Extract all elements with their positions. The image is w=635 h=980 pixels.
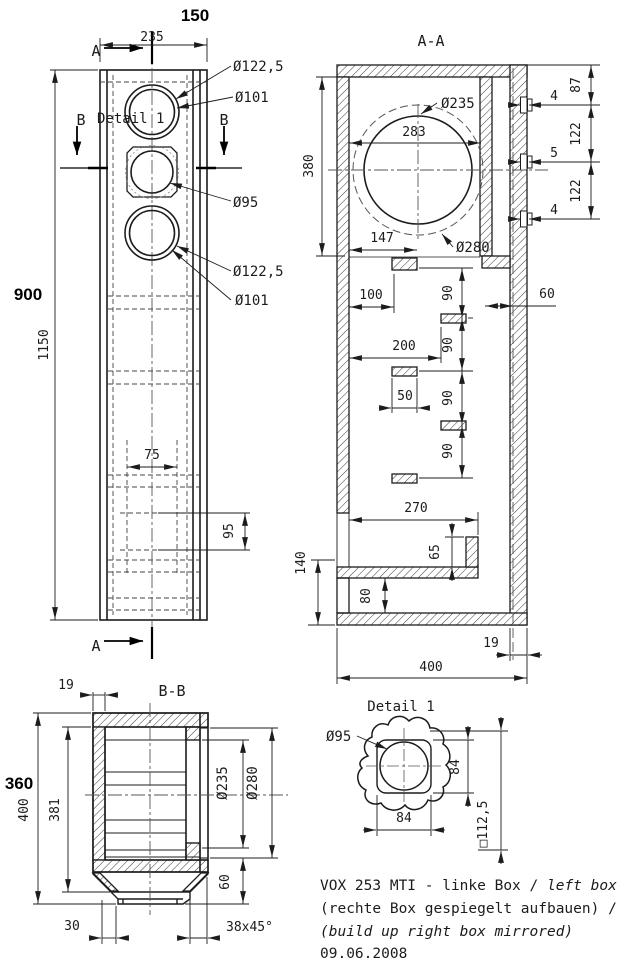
- aa-shelf-lip: [466, 537, 478, 567]
- aa-brace-4: [392, 474, 417, 483]
- dim-bb-outer-depth: 400: [17, 798, 32, 822]
- dim-plinth-height: 60: [218, 874, 233, 890]
- dim-detail-width: 84: [396, 811, 412, 826]
- dim-brace-pos-1: 100: [359, 288, 383, 303]
- title-line-1-italic: left box: [546, 878, 617, 894]
- dim-recess-depth-3: 4: [550, 203, 558, 218]
- dim-bb-inner-depth: 381: [48, 798, 63, 822]
- bb-side-wall-top: [186, 727, 200, 740]
- cut-label-b-left: B: [76, 111, 86, 129]
- title-line-1: [320, 878, 617, 894]
- title-line-1-normal: VOX 253 MTI - linke Box /: [320, 878, 547, 894]
- dim-recess-depth-2: 5: [550, 146, 558, 161]
- dim-detail-square: □112,5: [476, 800, 491, 848]
- dim-port-gap: 80: [359, 588, 374, 604]
- dim-plinth-inset: 30: [64, 919, 80, 934]
- dim-bb-wall: 19: [58, 678, 74, 693]
- dim-port-bottom: 140: [294, 551, 309, 575]
- detail-reference-label: Detail 1: [97, 111, 165, 127]
- dim-shelf-lip: 65: [428, 544, 443, 560]
- dim-chamber-height: 380: [302, 154, 317, 178]
- aa-top-wall: [337, 65, 527, 77]
- dim-spacing-4: 90: [441, 443, 456, 459]
- title-line-2: (rechte Box gespiegelt aufbauen) /: [320, 901, 617, 917]
- dim-brace-width: 50: [397, 389, 413, 404]
- label-detail-cutout: Ø95: [326, 729, 352, 745]
- dim-spacing-2: 90: [441, 337, 456, 353]
- detail-1-title: Detail 1: [367, 699, 435, 715]
- label-tweeter-outer: Ø122,5: [233, 59, 284, 75]
- aa-bottom-wall: [337, 613, 527, 625]
- note-depth-360: 360: [4, 774, 34, 793]
- cut-label-a-top: A: [91, 42, 101, 60]
- dim-port-width: 75: [144, 448, 160, 463]
- aa-front-baffle: [510, 65, 527, 625]
- label-tweeter-inner: Ø101: [235, 90, 269, 106]
- cut-label-b-right: B: [219, 111, 229, 129]
- dim-recess-offset-3: 122: [569, 179, 584, 203]
- label-lower-outer: Ø122,5: [233, 264, 284, 280]
- dim-port-height: 95: [222, 523, 237, 539]
- dim-wall-thickness: 19: [483, 636, 499, 651]
- dim-cutout-width: 283: [402, 125, 426, 140]
- label-woofer-cutout: Ø235: [441, 96, 475, 112]
- dim-chamfer: 38x45°: [226, 920, 273, 935]
- section-bb-title: B-B: [158, 682, 186, 700]
- dim-woofer-center: 147: [370, 231, 394, 246]
- dim-brace-pos-2: 200: [392, 339, 416, 354]
- bb-top-wall: [93, 713, 208, 727]
- aa-chamber-partition: [480, 77, 492, 256]
- label-lower-inner: Ø101: [235, 293, 269, 309]
- dim-recess-offset-2: 122: [569, 122, 584, 146]
- aa-back-wall: [337, 77, 349, 513]
- dim-detail-height: 84: [448, 759, 463, 775]
- aa-brace-2: [392, 367, 417, 376]
- dim-front-width: 235: [140, 30, 164, 45]
- title-line-3: (build up right box mirrored): [320, 924, 574, 940]
- dim-spacing-3: 90: [441, 390, 456, 406]
- dim-shelf-length: 270: [404, 501, 428, 516]
- note-height-900: 900: [13, 285, 43, 304]
- cut-label-a-bottom: A: [91, 637, 101, 655]
- dim-front-height: 1150: [37, 329, 52, 361]
- bb-bottom-wall: [93, 860, 208, 872]
- dim-recess-offset-1: 87: [569, 77, 584, 93]
- aa-chamber-floor: [482, 256, 510, 268]
- dim-box-depth: 400: [419, 660, 443, 675]
- dim-baffle-depth: 60: [539, 287, 555, 302]
- label-woofer-recess: Ø280: [456, 240, 490, 256]
- label-bb-woofer-recess: Ø280: [245, 766, 261, 800]
- label-mid-cutout: Ø95: [233, 195, 259, 211]
- label-bb-woofer-cutout: Ø235: [215, 766, 231, 800]
- aa-port-shelf: [337, 567, 478, 578]
- section-aa-title: A-A: [417, 32, 445, 50]
- bb-front-baffle: [93, 727, 105, 860]
- note-width-150: 150: [180, 6, 210, 25]
- aa-brace-top: [392, 258, 417, 270]
- dim-spacing-1: 90: [441, 285, 456, 301]
- dim-recess-depth-1: 4: [550, 89, 558, 104]
- title-line-4-date: 09.06.2008: [320, 946, 408, 962]
